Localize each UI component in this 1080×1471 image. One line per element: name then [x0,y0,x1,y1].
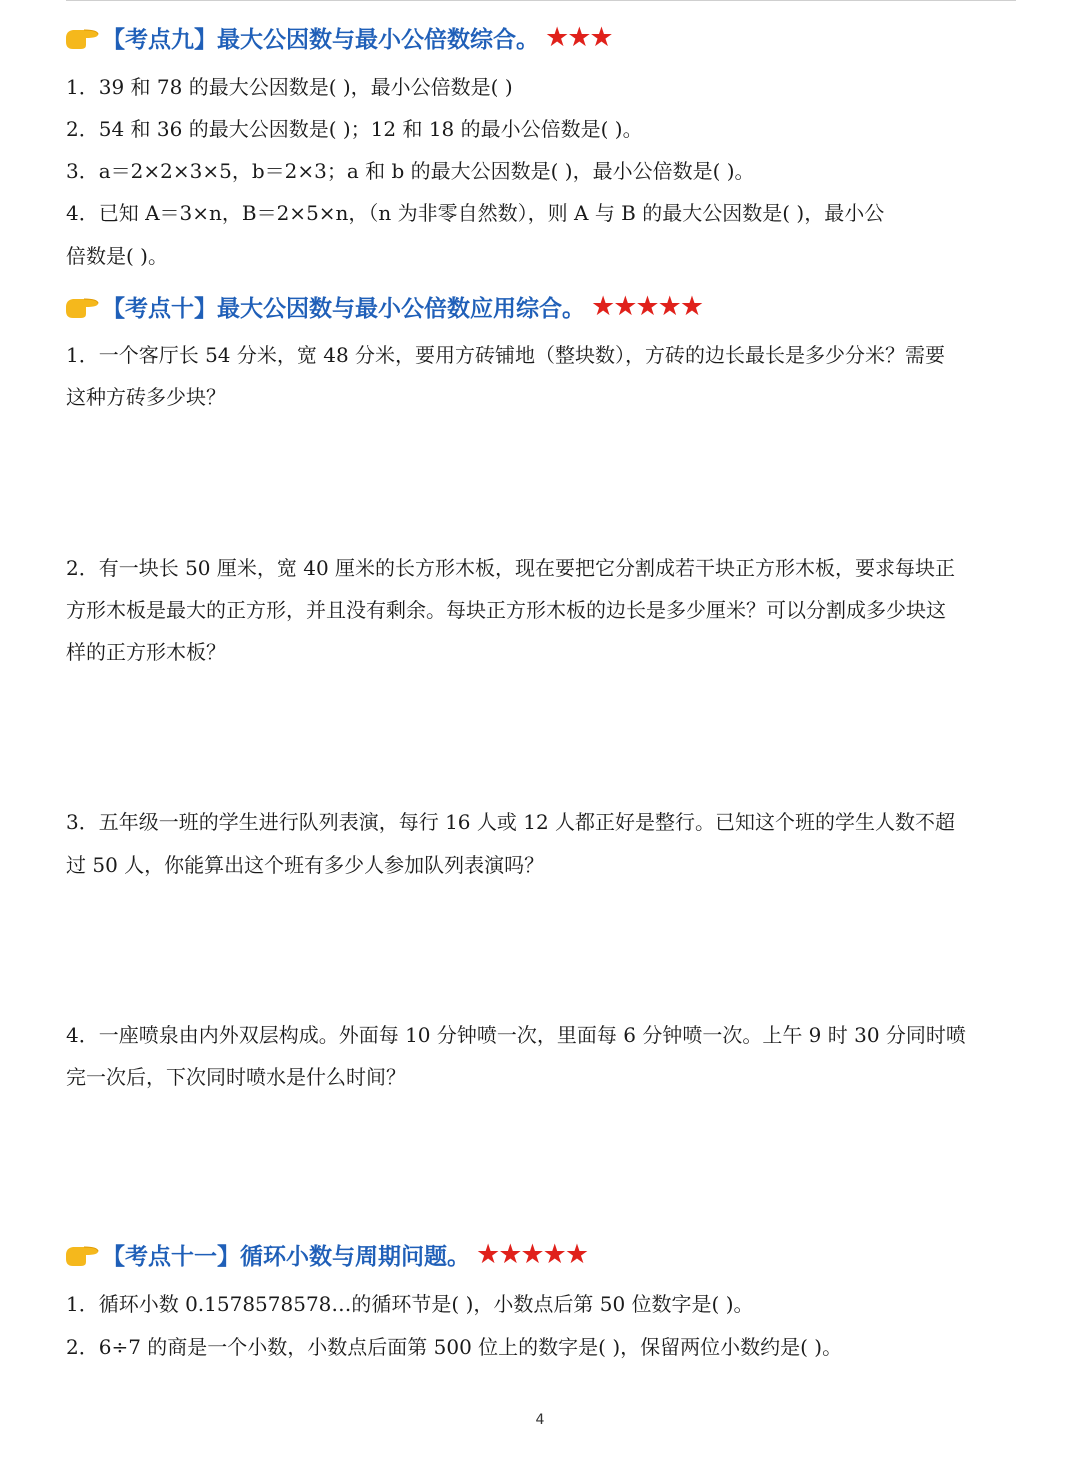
section-title: 【考点十一】循环小数与周期问题。 [102,1243,470,1270]
section-heading-9 [64,17,612,57]
question-line: 3．五年级一班的学生进行队列表演，每行 16 人或 12 人都正好是整行。已知这个班的学生人数不超 [66,810,956,834]
question-line: 倍数是( )。 [66,244,168,268]
question-line: 样的正方形木板？ [66,640,226,664]
top-rule [66,0,1016,1]
pointing-hand-icon [64,1239,100,1269]
question-line: 过 50 人，你能算出这个班有多少人参加队列表演吗？ [66,853,545,877]
question-line: 4．已知 A＝3×n，B＝2×5×n，（n 为非零自然数），则 A 与 B 的最大公因数是( )，最小公 [66,201,885,225]
question-line: 完一次后，下次同时喷水是什么时间？ [66,1065,406,1089]
question-line: 1．一个客厅长 54 分米，宽 48 分米，要用方砖铺地（整块数），方砖的边长最长是多少分米？需要 [66,343,946,367]
section-title: 【考点十】最大公因数与最小公倍数应用综合。 [102,295,585,322]
question-line: 1．39 和 78 的最大公因数是( )，最小公倍数是( ) [66,75,513,99]
pointing-hand-icon [64,22,100,52]
star-rating-icon: ★★★★★ [476,1238,588,1270]
question-line: 这种方砖多少块？ [66,385,226,409]
pointing-hand-icon [64,291,100,321]
section-heading-10 [64,286,702,326]
question-line: 方形木板是最大的正方形，并且没有剩余。每块正方形木板的边长是多少厘米？可以分割成多少块这 [66,598,946,622]
star-rating-icon: ★★★★★ [591,290,703,322]
question-line: 2．有一块长 50 厘米，宽 40 厘米的长方形木板，现在要把它分割成若干块正方形木板，要求每块正 [66,556,956,580]
question-line: 2．6÷7 的商是一个小数，小数点后面第 500 位上的数字是( )，保留两位小数约是( )。 [66,1335,843,1359]
section-heading-11 [64,1234,587,1274]
question-line: 3．a＝2×2×3×5，b＝2×3；a 和 b 的最大公因数是( )，最小公倍数是( )。 [66,159,755,183]
question-line: 4．一座喷泉由内外双层构成。外面每 10 分钟喷一次，里面每 6 分钟喷一次。上午 9 时 30 分同时喷 [66,1023,966,1047]
question-line: 1．循环小数 0.1578578578…的循环节是( )，小数点后第 50 位数字是( )。 [66,1292,754,1316]
question-line: 2．54 和 36 的最大公因数是( )；12 和 18 的最小公倍数是( )。 [66,117,643,141]
star-rating-icon: ★★★ [545,21,612,53]
page-number: 4 [535,1412,545,1428]
section-title: 【考点九】最大公因数与最小公倍数综合。 [102,26,539,53]
